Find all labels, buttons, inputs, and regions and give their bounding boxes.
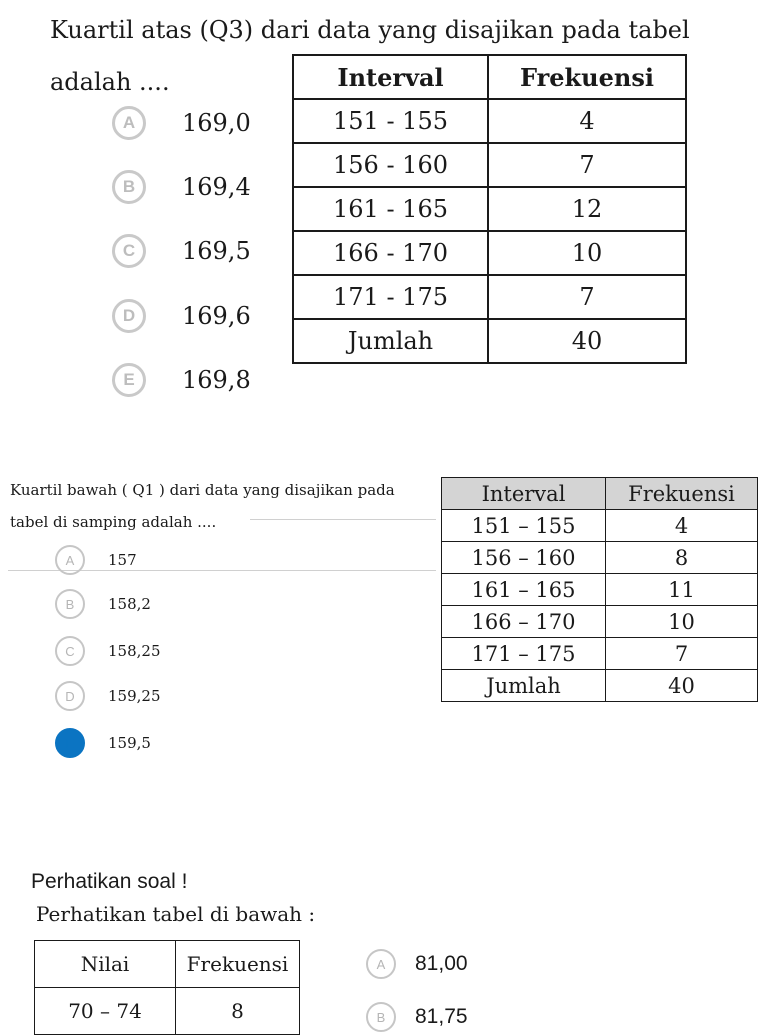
table-row xyxy=(293,187,686,231)
cell-interval: 166 – 170 xyxy=(442,606,606,638)
option-value: 169,4 xyxy=(182,173,251,201)
cell-total-value: 40 xyxy=(488,319,686,363)
header-score: Nilai xyxy=(35,941,176,988)
header-interval: Interval xyxy=(442,478,606,510)
option-letter-e: E xyxy=(112,363,146,397)
option-value: 169,0 xyxy=(182,109,251,137)
q2-option-b[interactable] xyxy=(55,587,151,621)
table-total-row xyxy=(442,670,758,702)
option-value: 159,25 xyxy=(108,687,161,705)
q1-frequency-table xyxy=(292,54,687,364)
table-row xyxy=(293,231,686,275)
cell-interval: 151 - 155 xyxy=(293,99,488,143)
option-letter-d: D xyxy=(55,681,85,711)
cell-interval: 161 - 165 xyxy=(293,187,488,231)
cell-interval: 156 - 160 xyxy=(293,143,488,187)
table-header-row xyxy=(442,478,758,510)
q1-option-a[interactable] xyxy=(112,103,251,143)
q1-option-c[interactable] xyxy=(112,231,251,271)
option-value: 81,00 xyxy=(415,952,468,975)
table-total-row xyxy=(293,319,686,363)
table-header-row xyxy=(293,55,686,99)
table-row xyxy=(442,638,758,670)
table-row xyxy=(293,99,686,143)
q1-option-e[interactable] xyxy=(112,360,251,400)
q3-frequency-table xyxy=(34,940,300,1035)
q1-question: Kuartil atas (Q3) dari data yang disajikan pada tabel adalah .... xyxy=(50,16,690,96)
q2-option-a[interactable] xyxy=(55,543,137,577)
cell-total-label: Jumlah xyxy=(442,670,606,702)
option-value: 158,2 xyxy=(108,595,151,613)
selected-option-dot: E xyxy=(55,728,85,758)
option-letter-a: A xyxy=(55,545,85,575)
q1-option-b[interactable] xyxy=(112,167,251,207)
cell-interval: 171 - 175 xyxy=(293,275,488,319)
table-header-row xyxy=(35,941,300,988)
cell-frequency: 7 xyxy=(606,638,758,670)
cell-frequency: 11 xyxy=(606,574,758,606)
option-letter-a: A xyxy=(112,106,146,140)
q3-option-b[interactable] xyxy=(366,1000,468,1034)
option-letter-c: C xyxy=(55,636,85,666)
table-row xyxy=(442,542,758,574)
table-row xyxy=(35,988,300,1035)
cell-score: 70 – 74 xyxy=(35,988,176,1035)
cell-total-label: Jumlah xyxy=(293,319,488,363)
q3-option-a[interactable] xyxy=(366,947,468,981)
header-frequency: Frekuensi xyxy=(488,55,686,99)
option-value: 81,75 xyxy=(415,1005,468,1028)
q2-question: Kuartil bawah ( Q1 ) dari data yang disajikan pada tabel di samping adalah .... xyxy=(10,481,395,531)
option-letter-b: B xyxy=(55,589,85,619)
option-letter-b: B xyxy=(366,1002,396,1032)
cell-frequency: 10 xyxy=(606,606,758,638)
cell-interval: 166 - 170 xyxy=(293,231,488,275)
cell-interval: 171 – 175 xyxy=(442,638,606,670)
cell-frequency: 7 xyxy=(488,143,686,187)
option-value: 158,25 xyxy=(108,642,161,660)
cell-frequency: 8 xyxy=(606,542,758,574)
q2-option-e-selected[interactable] xyxy=(55,726,151,760)
q1-option-d[interactable] xyxy=(112,296,251,336)
cell-total-value: 40 xyxy=(606,670,758,702)
table-row xyxy=(293,275,686,319)
option-letter-d: D xyxy=(112,299,146,333)
cell-frequency: 4 xyxy=(606,510,758,542)
option-value: 169,6 xyxy=(182,302,251,330)
table-row xyxy=(442,606,758,638)
option-value: 157 xyxy=(108,551,137,569)
cell-interval: 151 – 155 xyxy=(442,510,606,542)
q2-frequency-table xyxy=(441,477,758,702)
divider xyxy=(250,519,436,520)
cell-interval: 156 – 160 xyxy=(442,542,606,574)
cell-frequency: 10 xyxy=(488,231,686,275)
cell-frequency: 4 xyxy=(488,99,686,143)
option-letter-c: C xyxy=(112,234,146,268)
cell-frequency: 8 xyxy=(176,988,300,1035)
q2-option-c[interactable] xyxy=(55,634,161,668)
table-row xyxy=(442,510,758,542)
option-value: 169,8 xyxy=(182,366,251,394)
option-value: 159,5 xyxy=(108,734,151,752)
q2-option-d[interactable] xyxy=(55,679,161,713)
cell-frequency: 7 xyxy=(488,275,686,319)
q3-title: Perhatikan soal ! xyxy=(31,870,188,893)
option-letter-a: A xyxy=(366,949,396,979)
option-letter-b: B xyxy=(112,170,146,204)
q3-instruction: Perhatikan tabel di bawah : xyxy=(36,902,316,926)
table-row xyxy=(293,143,686,187)
header-frequency: Frekuensi xyxy=(606,478,758,510)
header-frequency: Frekuensi xyxy=(176,941,300,988)
option-value: 169,5 xyxy=(182,237,251,265)
cell-interval: 161 – 165 xyxy=(442,574,606,606)
cell-frequency: 12 xyxy=(488,187,686,231)
header-interval: Interval xyxy=(293,55,488,99)
table-row xyxy=(442,574,758,606)
